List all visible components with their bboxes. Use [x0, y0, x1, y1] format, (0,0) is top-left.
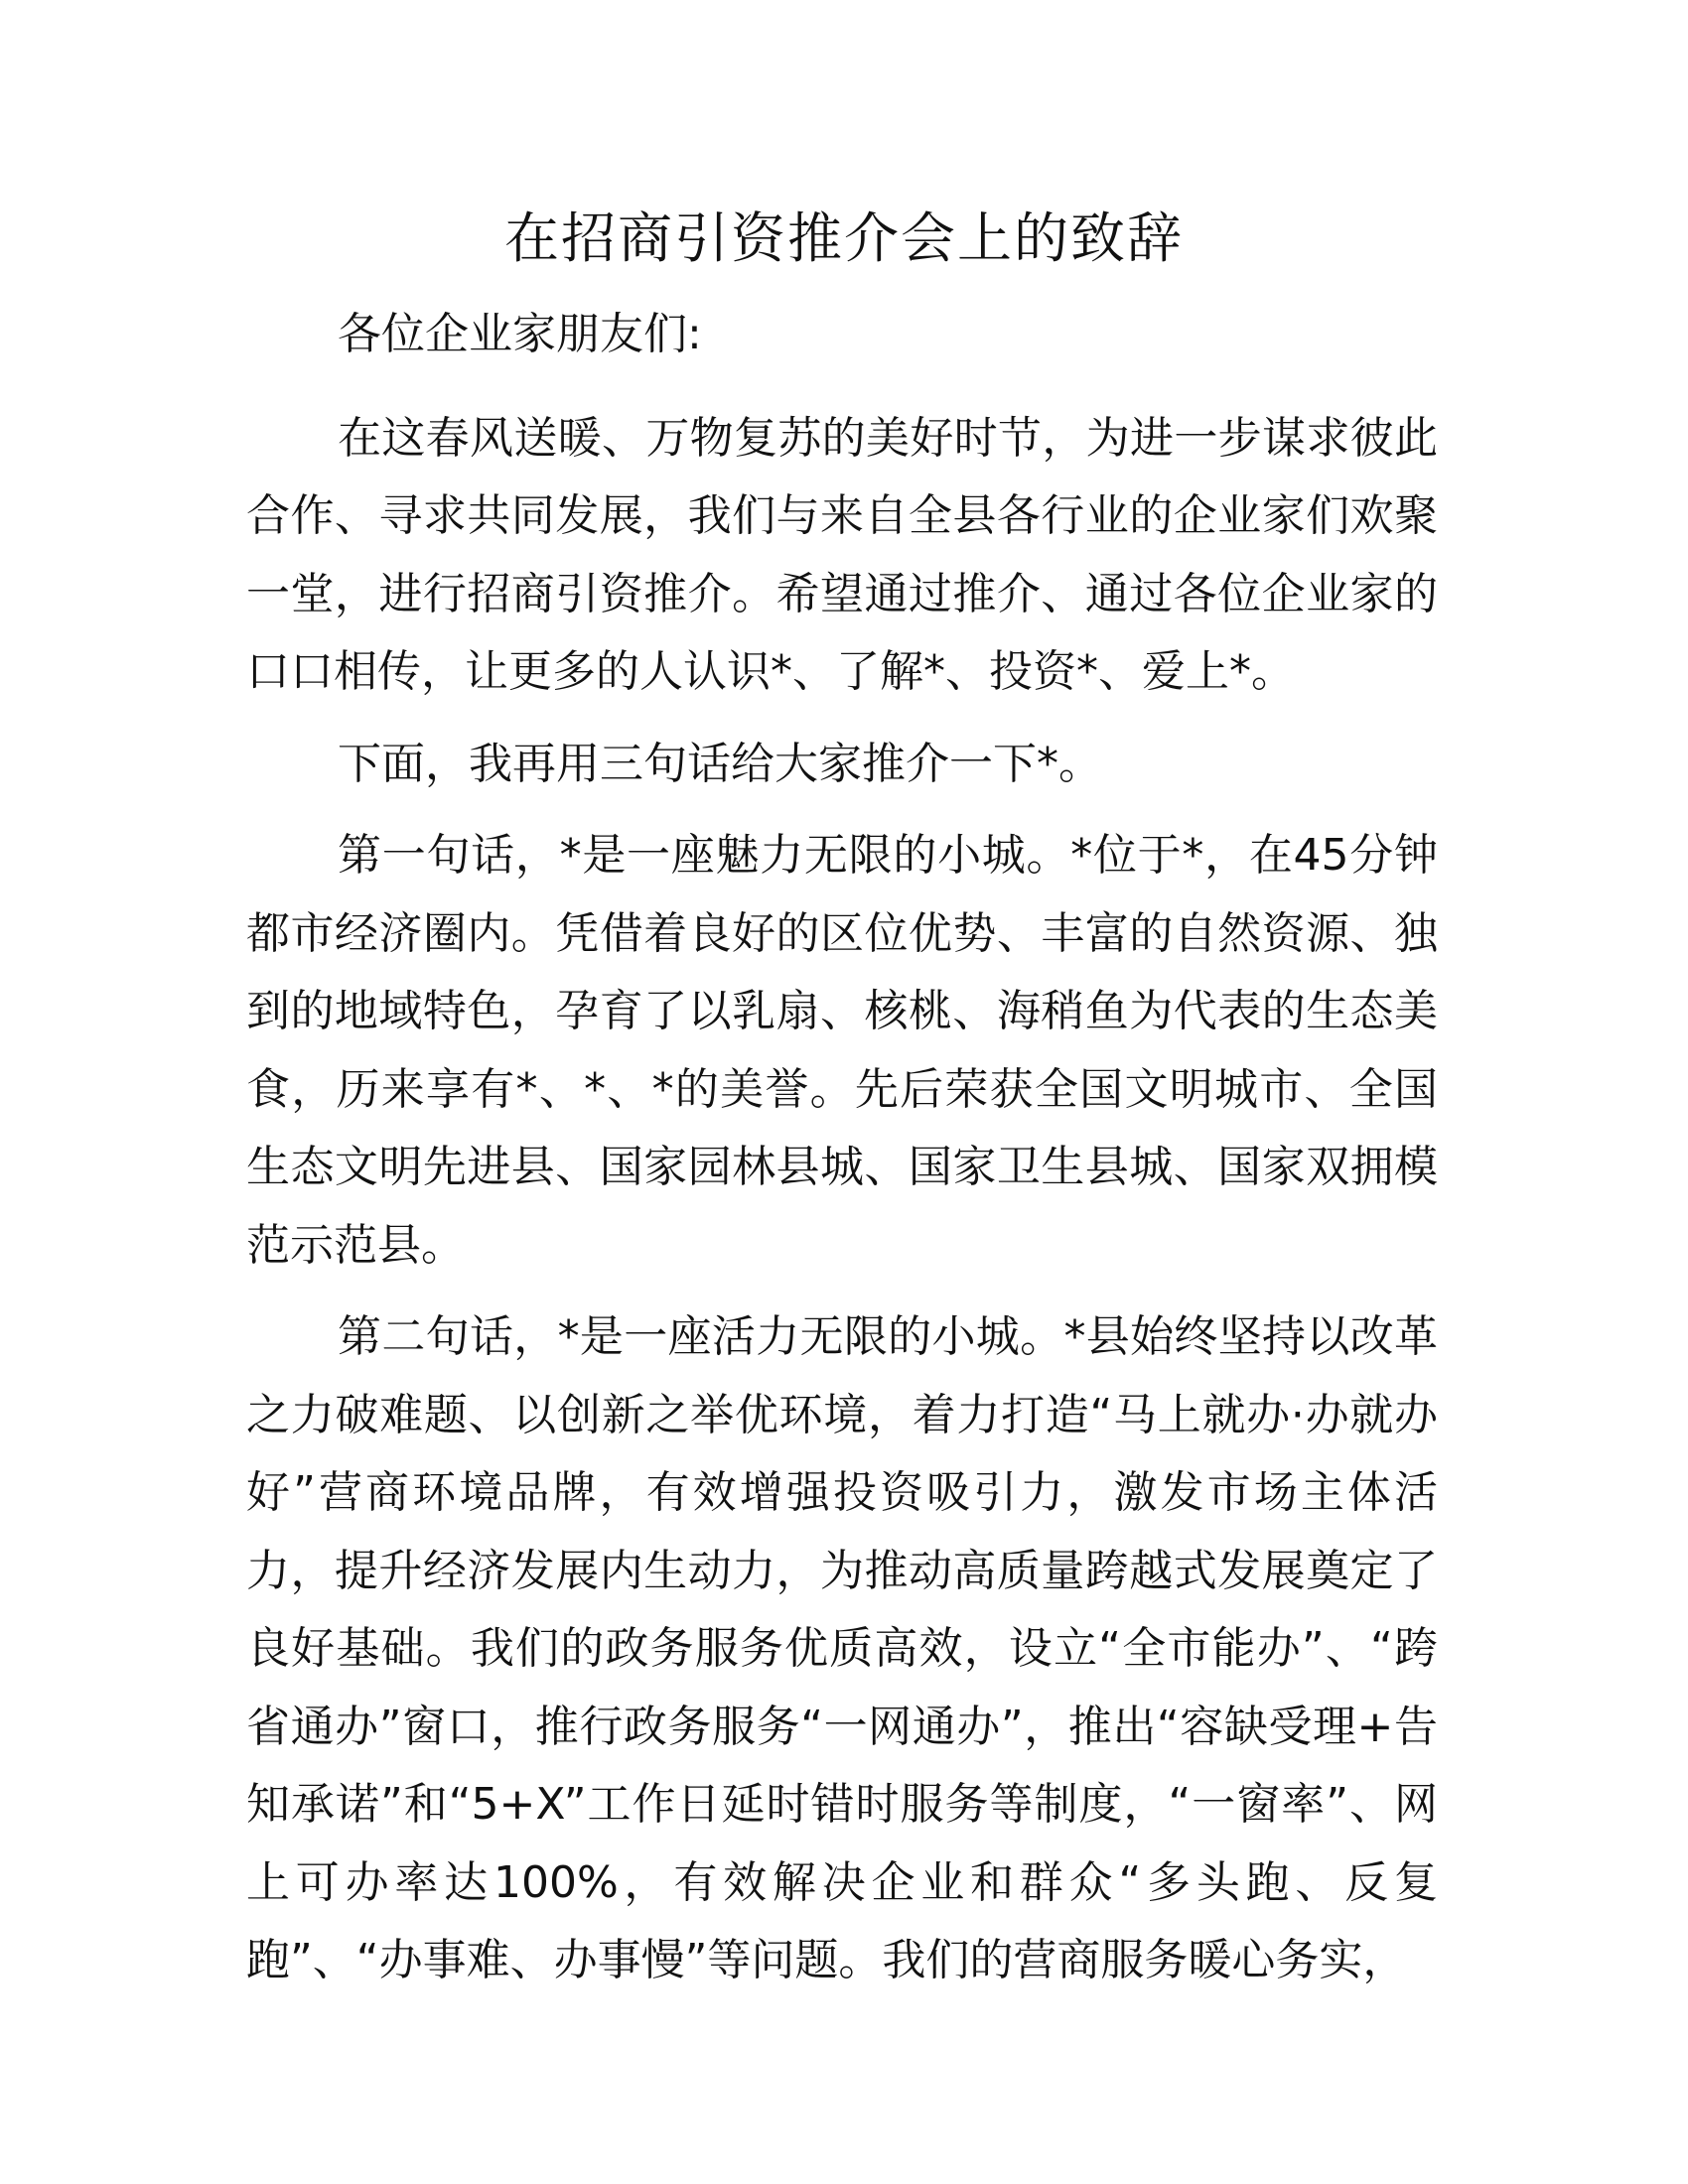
document-body	[246, 296, 1438, 2014]
salutation: 各位企业家朋友们:	[338, 309, 702, 359]
paragraph-transition: 下面，我再用三句话给大家推介一下*。	[338, 738, 1102, 789]
document-title: 在招商引资推介会上的致辞	[503, 206, 1184, 270]
paragraph-first-point: 第一句话，*是一座魅力无限的小城。*位于*，在45分钟都市经济圈内。凭借着良好的区位优势、丰富的自然资源、独到的地域特色，孕育了以乳扇、核桃、海稍鱼为代表的生态美食，历来享有*、*、*的美誉。先后荣获全国文明城市、全国生态文明先进县、国家园林县城、国家卫生县城、国家双拥模范示范县。	[246, 830, 1438, 1271]
paragraph-second-point: 第二句话，*是一座活力无限的小城。*县始终坚持以改革之力破难题、以创新之举优环境，着力打造“马上就办·办就办好”营商环境品牌，有效增强投资吸引力，激发市场主体活力，提升经济发展内生动力，为推动高质量跨越式发展奠定了良好基础。我们的政务服务优质高效，设立“全市能办”、“跨省通办”窗口，推行政务服务“一网通办”，推出“容缺受理+告知承诺”和“5+X”工作日延时错时服务等制度，“一窗率”、网上可办率达100%，有效解决企业和群众“多头跑、反复跑”、“办事难、办事慢”等问题。我们的营商服务暖心务实，	[246, 1311, 1438, 1985]
paragraph-intro: 在这春风送暖、万物复苏的美好时节，为进一步谋求彼此合作、寻求共同发展，我们与来自全县各行业的企业家们欢聚一堂，进行招商引资推介。希望通过推介、通过各位企业家的口口相传，让更多的人认识*、了解*、投资*、爱上*。	[246, 412, 1438, 697]
